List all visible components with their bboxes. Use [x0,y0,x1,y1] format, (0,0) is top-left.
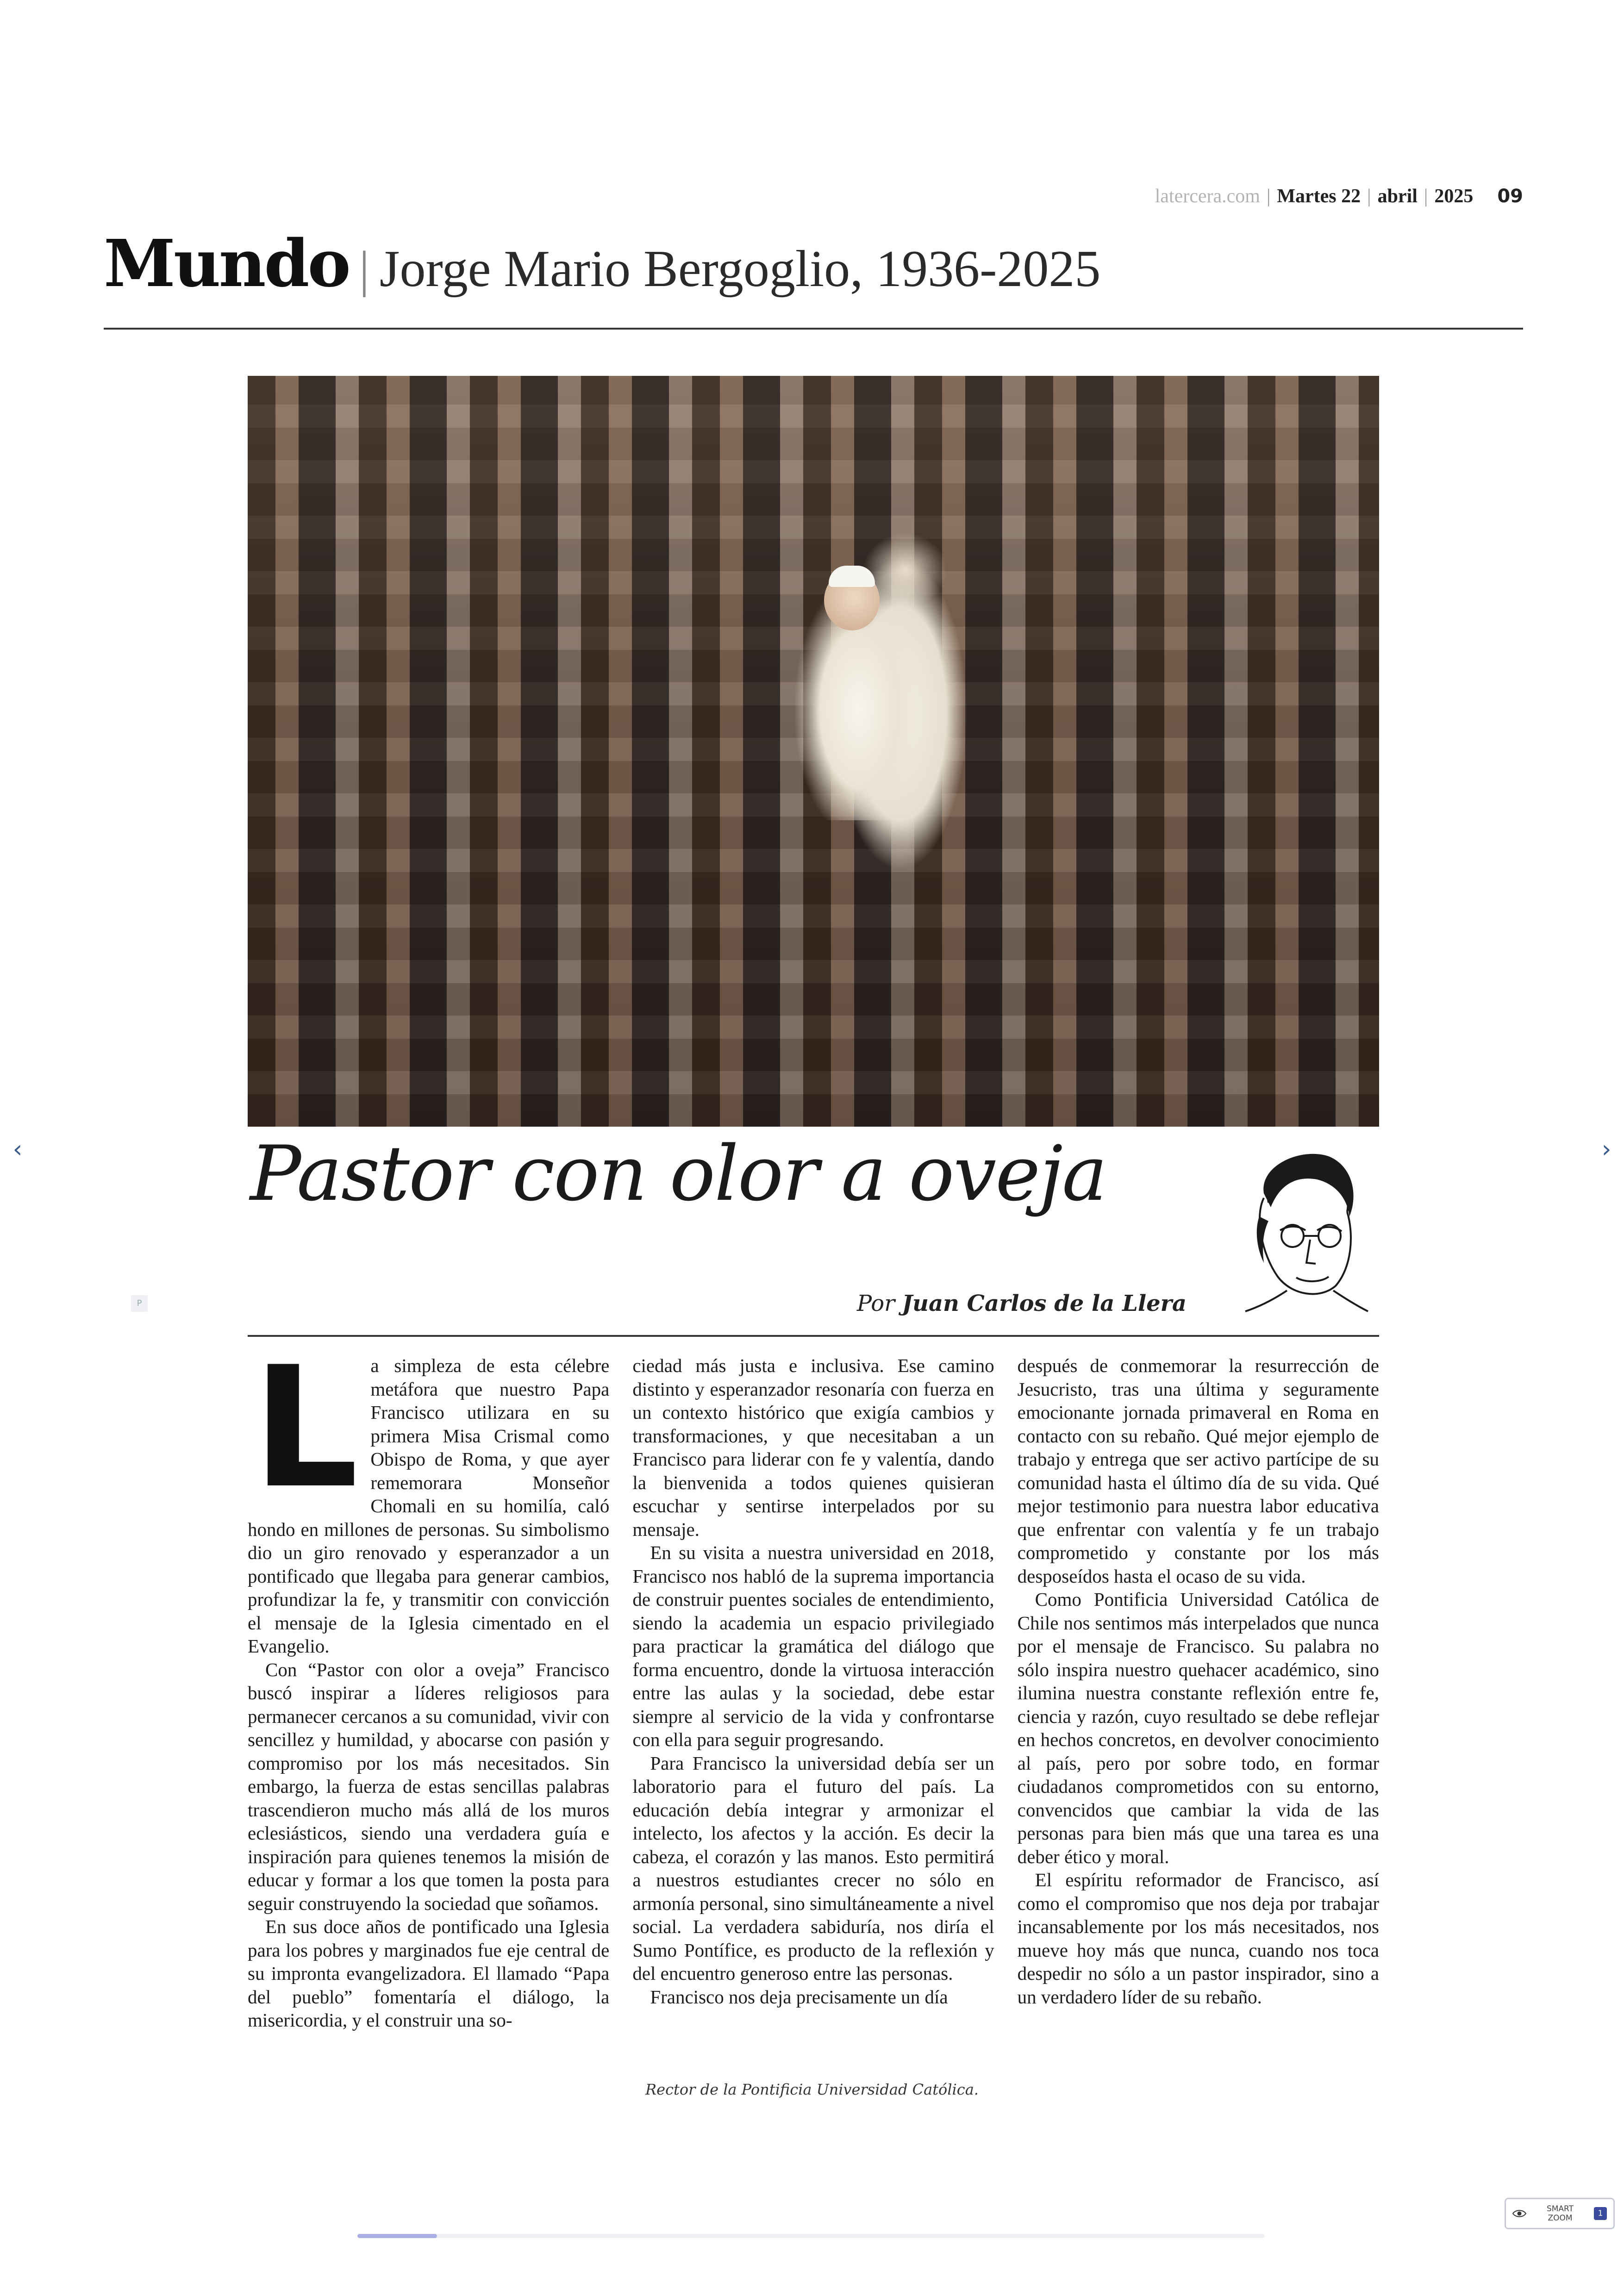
folio-month: abril [1377,186,1418,207]
paragraph: Francisco nos deja precisamente un día [650,1986,948,2008]
section-topic: Jorge Mario Bergoglio, 1936-2025 [379,240,1101,298]
paragraph: Para Francisco la universidad debía ser un laboratorio para el futuro del país. La educación debía integrar y armonizar el intelecto, los afectos y la acción. Es decir la cabeza, el corazón y las manos. Esto permitirá a nuestros estudiantes crecer no sólo en armonía personal, sino simultáneamente a nivel social. La verdadera sabiduría, nos diría el Sumo Pontífice, es producto de la reflexión y del encuentro generoso entre las personas. [632,1752,994,1984]
section-title: Mundo [104,226,349,302]
paragraph: ciedad más justa e inclusiva. Ese camino distinto y esperanzador resonaría con fuerza en un contexto histórico que exigía cambios y transformaciones, y que necesitaban a un Francisco para liderar con fe y valentía, dando la bienvenida a todos quienes quisieran escuchar y sentirse interpelados por su mensaje. [632,1355,994,1540]
article-body [248,1331,1379,2039]
paragraph: En sus doce años de pontificado una Iglesia para los pobres y marginados fue eje central de su impronta evangelizadora. El llamado “Papa del pueblo” fomentaría el diálogo, la misericordia, y el construir una so- [248,1916,610,2031]
article-title: Pastor con olor a oveja [250,1129,1106,1218]
smart-zoom-label: SMART ZOOM [1546,2204,1574,2223]
column-3 [1018,1354,1379,2039]
site-name: latercera.com [1155,186,1260,207]
previous-page-button[interactable]: ‹ [12,1135,23,1163]
byline [857,1291,1187,1316]
paragraph: Como Pontificia Universidad Católica de Chile nos sentimos más interpelados que nunca por el mensaje de Francisco. Su palabra no sólo inspira nuestro quehacer académico, sino ilumina nuestra constante reflexión entre fe, ciencia y razón, cuyo resultado se debe reflejar en hechos concretos, en devolver conocimiento al país, pero por sobre todo, en formar ciudadanos comprometidos con su entorno, convencidos que cambiar la vida de las personas para bien más que una tarea es una deber ético y moral. [1017,1589,1379,1867]
byline-prefix: Por [856,1291,895,1316]
folio-year: 2025 [1434,186,1474,207]
byline-rule [248,1335,1379,1337]
folio-separator: | [1367,186,1371,207]
folio-day: Martes 22 [1277,186,1361,207]
folio-separator: | [1266,186,1271,207]
note-icon[interactable]: P [131,1295,148,1312]
page-number: 09 [1497,186,1523,207]
author-credit: Rector de la Pontificia Universidad Católica. [645,2081,979,2098]
column-1 [248,1331,610,2039]
reading-progress-bar[interactable] [357,2234,1265,2238]
lead-photo [248,376,1379,1127]
zoom-level-badge: 1 [1594,2207,1607,2220]
smart-zoom-button[interactable] [1505,2198,1615,2229]
paragraph: El espíritu reformador de Francisco, así como el compromiso que nos deja por trabajar incansablemente por los más necesitados, nos mueve hoy más que nunca, cuando nos toca despedir no sólo a un pastor inspirador, sino a un verdadero líder de su rebaño. [1017,1869,1379,2008]
column-2 [632,1354,994,2039]
author-portrait [1236,1147,1370,1314]
author-name: Juan Carlos de la Llera [902,1291,1187,1316]
paragraph: En su visita a nuestra universidad en 2018, Francisco nos habló de la suprema importancia de construir puentes sociales de entendimiento, siendo la academia un espacio privilegiado para practicar la gramática del diálogo que forma encuentro, donde la virtuosa interacción entre las aulas y la sociedad, debe estar siempre al servicio de la vida y confrontarse con ella para seguir progresando. [632,1542,994,1750]
paragraph: La simpleza de esta célebre metáfora que nuestro Papa Francisco utilizara en su primera Misa Crismal como Obispo de Roma, y que ayer rememorara Monseñor Chomali en su homilía, caló hondo en millones de personas. Su simbolismo dio un giro renovado y esperanzador a un pontificado que llegaba para generar cambios, profundizar la fe, y transmitir con convicción el mensaje de la Iglesia cimentado en el Evangelio. [248,1331,610,1657]
paragraph: después de conmemorar la resurrección de Jesucristo, tras una última y seguramente emocionante jornada primaveral en Roma en contacto con su rebaño. Qué mejor ejemplo de trabajo y entrega que ser activo partícipe de su comunidad hasta el último día de su vida. Qué mejor testimonio para nuestra labor educativa que enfrentar con valentía y fe un trabajo comprometido y constante por los más desposeídos hasta el ocaso de su vida. [1017,1355,1379,1587]
eye-icon [1512,2206,1526,2222]
folio [1155,185,1523,207]
dropcap: L [252,1331,359,1525]
folio-separator: | [1424,186,1428,207]
section-header [104,226,1523,330]
header-divider: | [359,241,369,297]
next-page-button[interactable]: › [1601,1135,1612,1163]
reading-progress-fill [357,2234,437,2238]
paragraph: Con “Pastor con olor a oveja” Francisco buscó inspirar a líderes religiosos para permanecer cercanos a su comunidad, vivir con sencillez y humildad, y abocarse con pasión y compromiso por los más necesitados. Sin embargo, la fuerza de estas sencillas palabras trascendieron mucho más allá de los muros eclesiásticos, siendo una verdadera guía e inspiración para quienes tenemos la misión de educar y formar a los que tomen la posta para seguir construyendo la sociedad que soñamos. [248,1659,610,1914]
